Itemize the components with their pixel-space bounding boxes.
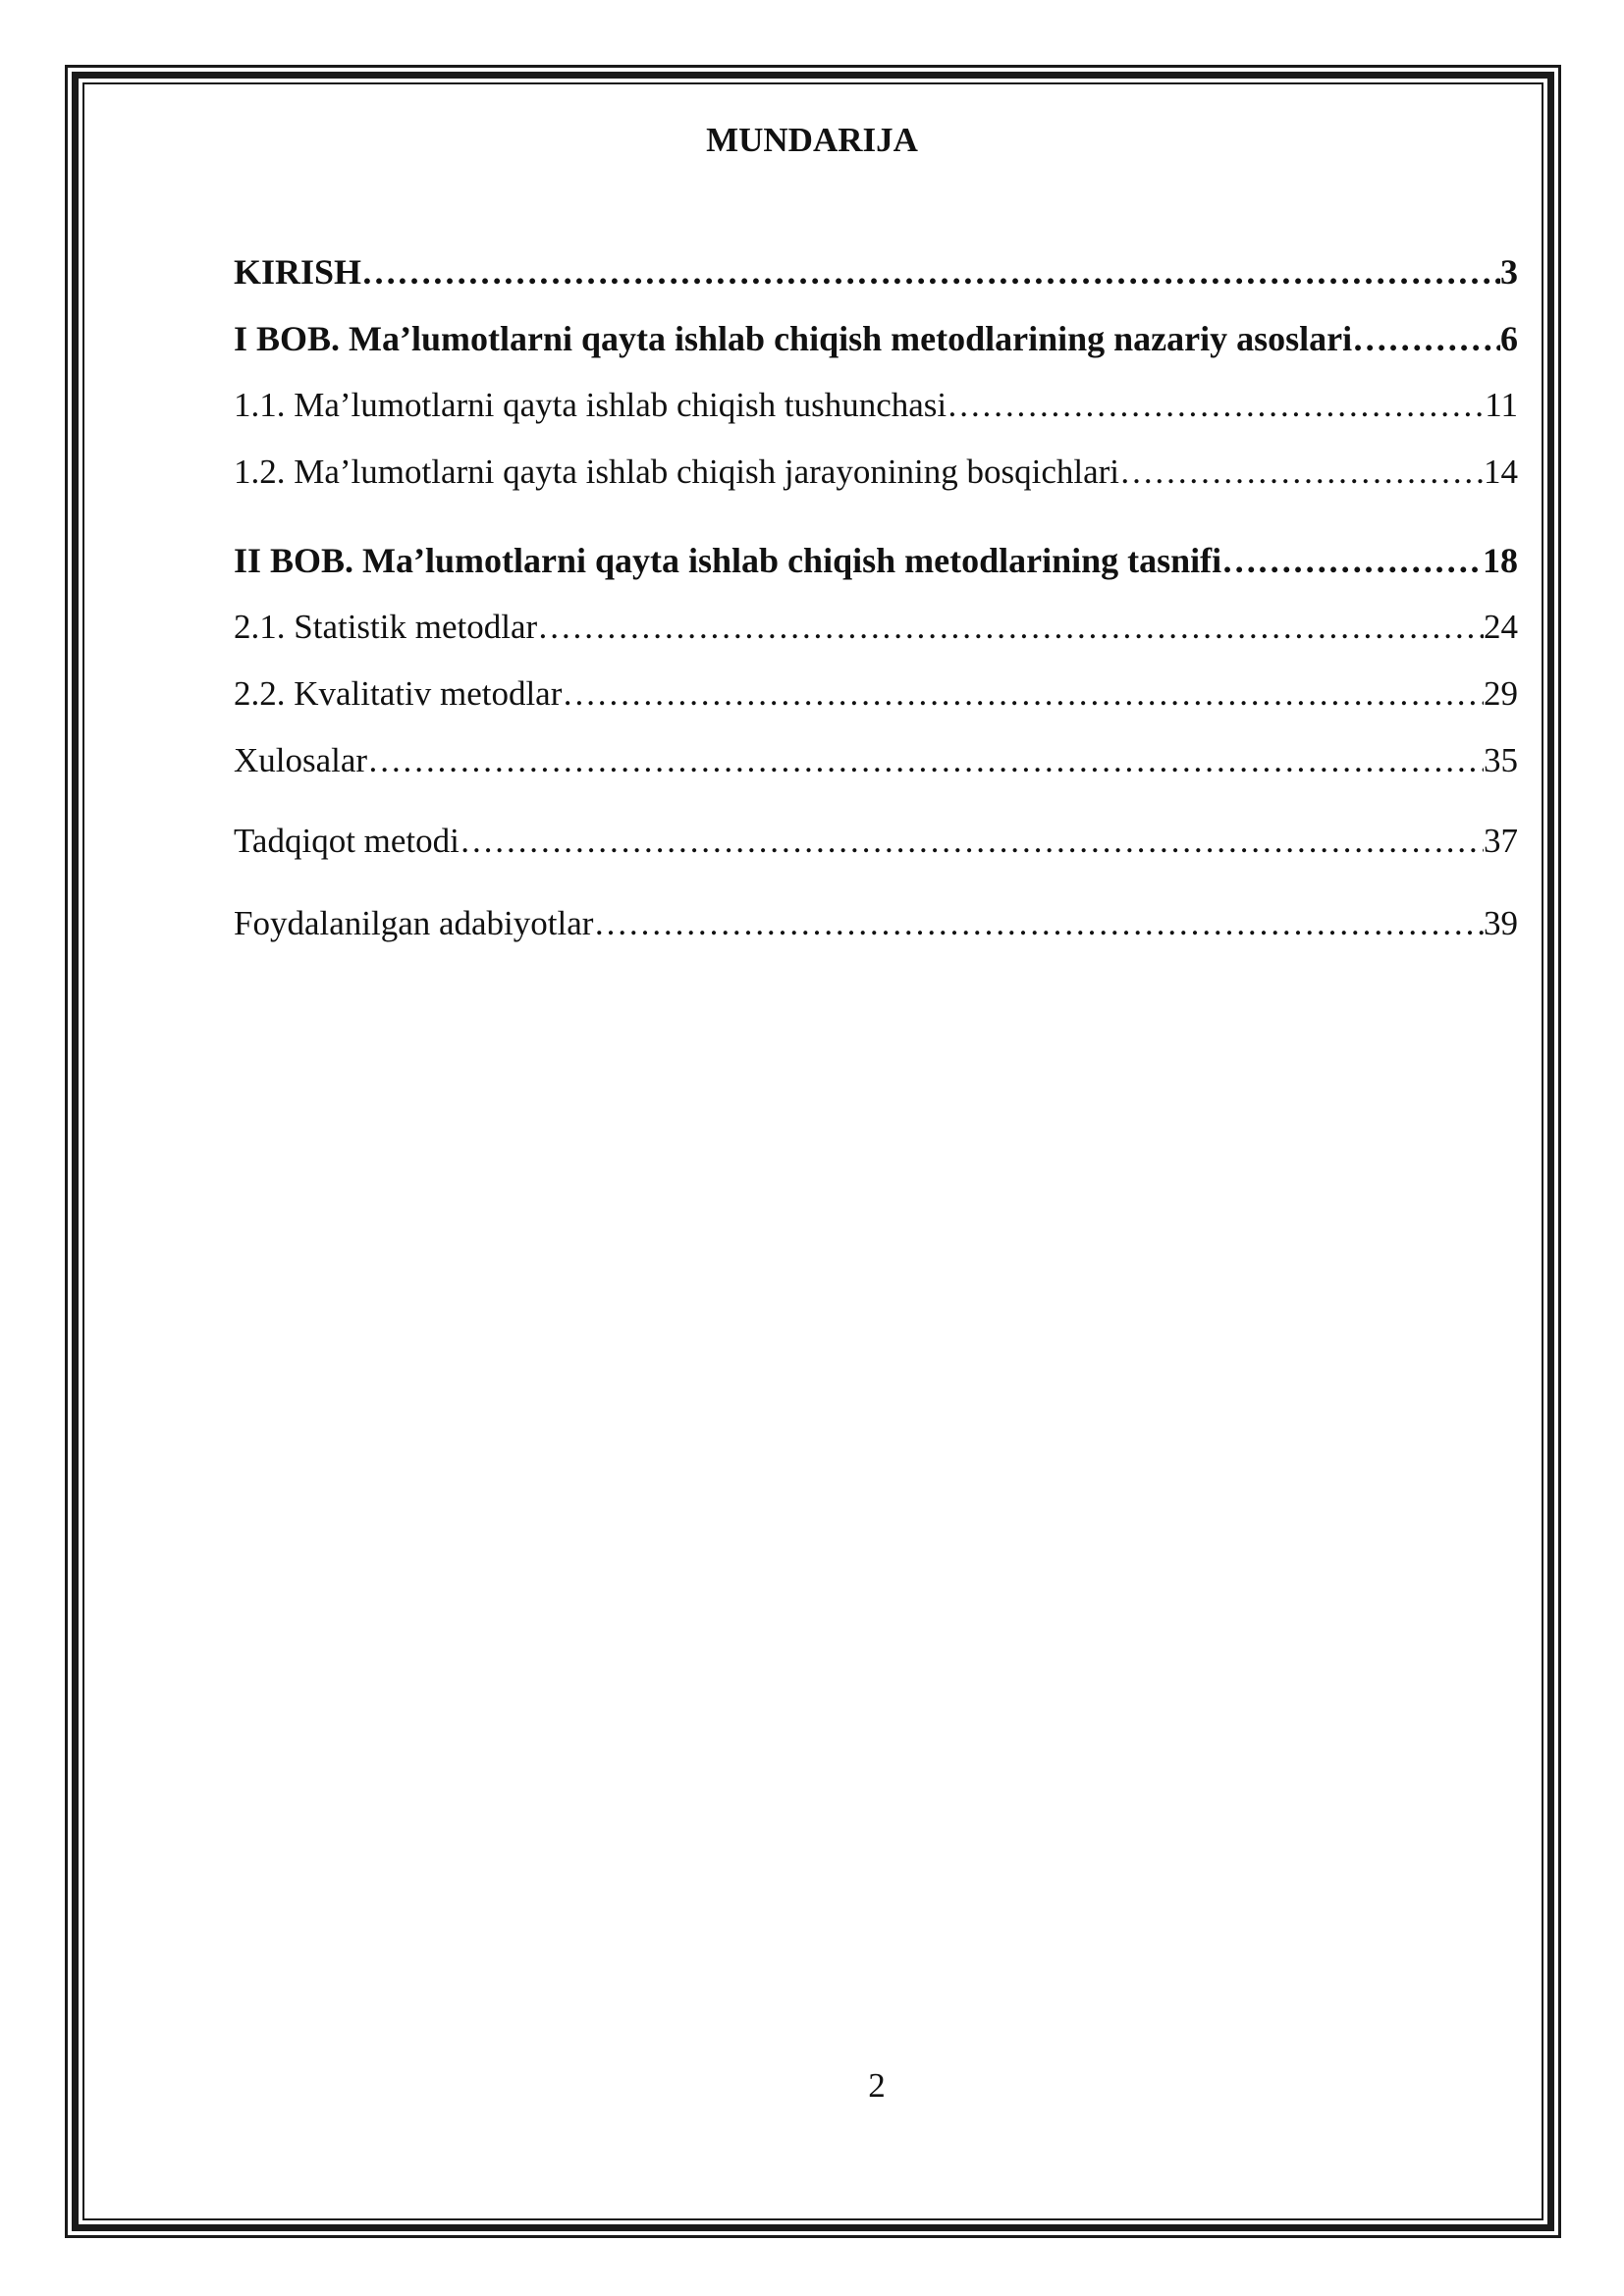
toc-entry-label: 1.1. Ma’lumotlarni qayta ishlab chiqish tushunchasi [234, 386, 947, 424]
toc-dot-leader [367, 736, 1484, 785]
toc-entry-page: 3 [1500, 252, 1518, 292]
toc-entry-page: 14 [1484, 453, 1518, 491]
toc-entry-label: 2.1. Statistik metodlar [234, 608, 538, 646]
toc-entry-label: Tadqiqot metodi [234, 822, 460, 860]
toc-entry-label: II BOB. Ma’lumotlarni qayta ishlab chiqish metodlarining tasnifi [234, 541, 1222, 580]
toc-dot-leader [947, 381, 1485, 430]
toc-entry-chapter-2[interactable] [234, 536, 1518, 585]
toc-entry-tadqiqot-metodi[interactable] [234, 817, 1518, 866]
toc-entry-label: KIRISH [234, 252, 362, 292]
toc-entry-page: 37 [1484, 822, 1518, 860]
toc-dot-leader [1119, 448, 1484, 497]
toc-dot-leader [593, 899, 1484, 948]
toc-dot-leader [537, 603, 1484, 652]
toc-entry-label: I BOB. Ma’lumotlarni qayta ishlab chiqish metodlarining nazariy asoslari [234, 319, 1353, 358]
toc-entry-label: Xulosalar [234, 741, 368, 779]
toc-entry-xulosalar[interactable] [234, 736, 1518, 785]
toc-entry-section-1-2[interactable] [234, 448, 1518, 497]
toc-dot-leader [1352, 314, 1500, 363]
toc-entry-page: 29 [1484, 674, 1518, 713]
toc-entry-page: 35 [1484, 741, 1518, 779]
page-number: 2 [868, 2066, 886, 2105]
toc-entry-label: 2.2. Kvalitativ metodlar [234, 674, 563, 713]
toc-entry-page: 24 [1484, 608, 1518, 646]
toc-entry-section-2-1[interactable] [234, 603, 1518, 652]
toc-entry-kirish[interactable] [234, 247, 1518, 296]
toc-entry-foydalanilgan-adabiyotlar[interactable] [234, 899, 1518, 948]
toc-dot-leader [1221, 536, 1483, 585]
toc-dot-leader [562, 669, 1484, 719]
toc-entry-page: 6 [1500, 319, 1518, 358]
toc-dot-leader [460, 817, 1484, 866]
toc-entry-page: 18 [1483, 541, 1518, 580]
toc-entry-page: 11 [1485, 386, 1518, 424]
toc-dot-leader [361, 247, 1500, 296]
toc-entry-label: Foydalanilgan adabiyotlar [234, 904, 594, 942]
page-title: MUNDARIJA [706, 121, 918, 159]
toc-entry-label: 1.2. Ma’lumotlarni qayta ishlab chiqish jarayonining bosqichlari [234, 453, 1120, 491]
toc-entry-section-1-1[interactable] [234, 381, 1518, 430]
toc-entry-section-2-2[interactable] [234, 669, 1518, 719]
toc-entry-page: 39 [1484, 904, 1518, 942]
toc-entry-chapter-1[interactable] [234, 314, 1518, 363]
